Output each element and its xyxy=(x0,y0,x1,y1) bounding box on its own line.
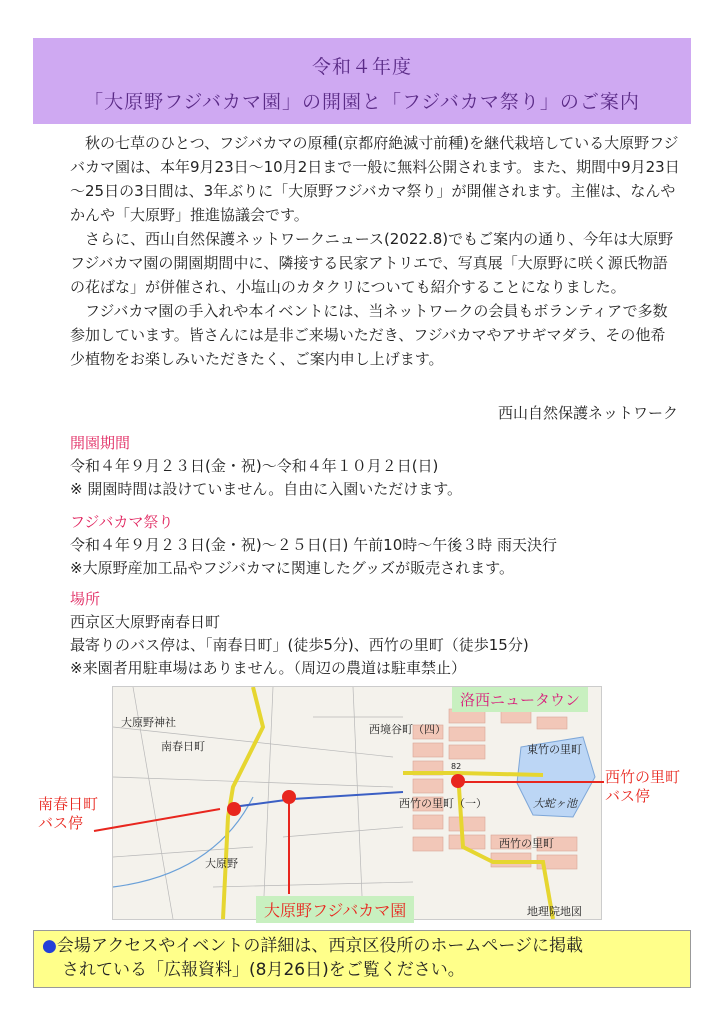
map-label-higashi-take: 東竹の里町 xyxy=(527,743,582,756)
bullet-icon: ● xyxy=(42,936,57,956)
garden-label: 大原野フジバカマ園 xyxy=(256,896,414,923)
place-parking: ※来園者用駐車場はありません。（周辺の農道は駐車禁止） xyxy=(70,659,466,677)
festival-section xyxy=(70,511,690,580)
map-label-shrine: 大原野神社 xyxy=(121,716,176,729)
title-year: 令和４年度 xyxy=(311,56,412,78)
footer-line2: されている「広報資料」(8月26日)をご覧ください。 xyxy=(62,960,465,980)
festival-dates: 令和４年９月２３日(金・祝)～２５日(日) 午前10時～午後３時 雨天決行 xyxy=(70,536,558,554)
title-banner xyxy=(33,38,691,124)
opening-note: ※ 開園時間は設けていません。自由に入園いただけます。 xyxy=(70,480,463,498)
map-label-minami-kasuga: 南春日町 xyxy=(161,740,205,753)
place-heading: 場所 xyxy=(70,590,101,608)
area-map xyxy=(112,686,602,920)
rakusai-newtown-label: 洛西ニュータウン xyxy=(452,687,588,712)
nishi-take-bus-callout xyxy=(605,768,680,806)
callout-left-arrow xyxy=(92,805,224,835)
footer-notice xyxy=(33,930,691,988)
opening-dates: 令和４年９月２３日(金・祝)～令和４年１０月２日(日) xyxy=(70,457,439,475)
intro-text xyxy=(70,131,680,371)
intro-paragraph-3: フジバカマ園の手入れや本イベントには、当ネットワークの会員もボランティアで多数参加しています。皆さんには是非ご来場いただき、フジバカマやアサギマダラ、その他希少植物をお楽しみいただきたく、ご案内申し上げます。 xyxy=(70,302,668,368)
map-label-nishi-sakaidani: 西境谷町（四） xyxy=(369,723,446,736)
minami-kasuga-bus-callout xyxy=(38,795,98,833)
map-label-ohara-no: 大原野 xyxy=(205,857,238,870)
opening-heading: 開園期間 xyxy=(70,434,131,452)
festival-heading: フジバカマ祭り xyxy=(70,513,174,531)
map-label-gsi: 地理院地図 xyxy=(527,905,582,918)
title-main: 「大原野フジバカマ園」の開園と「フジバカマ祭り」のご案内 xyxy=(84,91,640,113)
callout-right-line2: バス停 xyxy=(605,787,651,805)
intro-paragraph-1: 秋の七草のひとつ、フジバカマの原種(京都府絶滅寸前種)を継代栽培している大原野フジバカマ園は、本年9月23日～10月2日まで一般に無料公開されます。また、期間中9月23日～25日の3日間は、3年ぶりに「大原野フジバカマ祭り」が開催されます。主催は、なんやかんや「大原野」推進協議会です。 xyxy=(70,134,680,224)
map-label-nishi-take-1: 西竹の里町（一） xyxy=(399,797,487,810)
opening-section xyxy=(70,432,690,501)
garden-arrow xyxy=(282,800,296,896)
callout-left-line2: バス停 xyxy=(38,814,84,832)
place-address: 西京区大原野南春日町 xyxy=(70,613,221,631)
map-label-nishi-take-2: 西竹の里町 xyxy=(499,837,554,850)
place-bus: 最寄りのバス停は、「南春日町」(徒歩5分)、西竹の里町（徒歩15分) xyxy=(70,636,529,654)
festival-note: ※大原野産加工品やフジバカマに関連したグッズが販売されます。 xyxy=(70,559,514,577)
place-section xyxy=(70,588,690,680)
footer-line1: 会場アクセスやイベントの詳細は、西京区役所のホームページに掲載 xyxy=(56,936,583,956)
callout-left-line1: 南春日町 xyxy=(38,795,99,813)
signature: 西山自然保護ネットワーク xyxy=(497,404,678,422)
map-label-route: 82 xyxy=(451,762,462,771)
intro-paragraph-2: さらに、西山自然保護ネットワークニュース(2022.8)でもご案内の通り、今年は大原野フジバカマ園の開園期間中に、隣接する民家アトリエで、写真展「大原野に咲く源氏物語の花ばな」が併催され、小塩山のカタクリについても紹介することになりました。 xyxy=(70,230,674,296)
map-label-daijagaike: 大蛇ヶ池 xyxy=(533,797,577,810)
callout-right-line1: 西竹の里町 xyxy=(605,768,681,786)
map-graphic xyxy=(113,687,601,919)
callout-right-arrow xyxy=(458,776,606,788)
